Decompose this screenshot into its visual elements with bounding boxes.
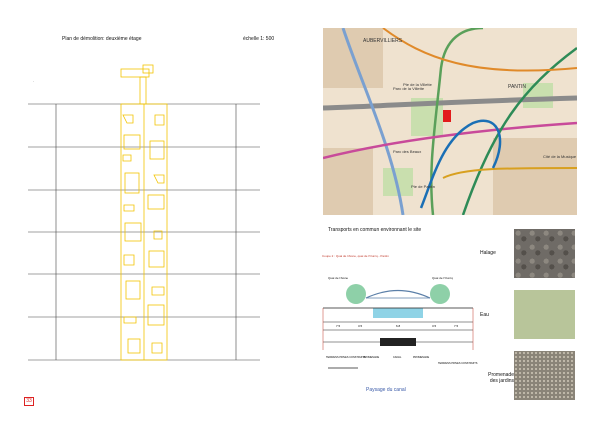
canal-section <box>318 250 478 395</box>
building-outline <box>121 65 167 360</box>
map-label: Cité de la Musique <box>543 154 577 159</box>
map-label: Pte de Pantin <box>411 184 436 189</box>
map-label: PANTIN <box>508 84 526 90</box>
canal-water <box>373 308 423 318</box>
map-label: AUBERVILLIERS <box>363 38 403 44</box>
footbridge <box>366 291 430 299</box>
segment-label: 3.5 <box>358 324 363 328</box>
section-footer: Paysage du canal <box>366 387 406 393</box>
map-label: Parc de la Villette <box>393 86 425 91</box>
map-graphic <box>323 28 577 215</box>
tree-left <box>346 284 366 304</box>
svg-text:.: . <box>33 78 35 83</box>
texture-eau <box>514 290 575 339</box>
zone-label: TERRAINS PRIVES CONSTRUITS <box>326 356 366 359</box>
section-drawing <box>318 280 478 375</box>
segment-label: 3.5 <box>432 324 437 328</box>
map-label: Pte de la Villette <box>403 82 432 87</box>
transport-map <box>323 28 577 215</box>
segment-label: 7.5 <box>454 324 459 328</box>
material-label: Promenade des jardins <box>488 372 514 384</box>
demolition-floor-plan <box>28 55 268 365</box>
material-label: Eau <box>480 312 489 318</box>
material-label: Halage <box>480 250 496 256</box>
transport-caption: Transports en commun environnant le site <box>328 227 422 233</box>
section-right-label: Quai de l'Ourcq <box>432 276 453 280</box>
tree-right <box>430 284 450 304</box>
plan-scale: échelle 1: 500 <box>243 36 275 42</box>
section-title: Coupe 2 : Quai de l'Aisne, quai de l'Ourcq - Pantin <box>322 254 389 258</box>
segment-label: 6.8 <box>396 324 401 328</box>
zone-label: PROMENADE <box>363 356 380 359</box>
texture-promenade <box>514 351 575 400</box>
canal-bar <box>380 338 416 346</box>
map-label: Parc des Beaux <box>393 149 422 154</box>
zone-label: CANAL <box>393 356 402 359</box>
segment-label: 7.5 <box>336 324 341 328</box>
page-number: 33 <box>24 397 34 406</box>
site-marker <box>443 110 451 122</box>
zone-label: TERRAINS PRIVES CONSTRUITS <box>438 362 478 365</box>
texture-halage <box>514 229 575 278</box>
plan-title: Plan de démolition: deuxième étage <box>62 36 142 42</box>
section-left-label: Quai de l'Aisne <box>328 276 349 280</box>
zone-label: PROMENADE <box>413 356 430 359</box>
